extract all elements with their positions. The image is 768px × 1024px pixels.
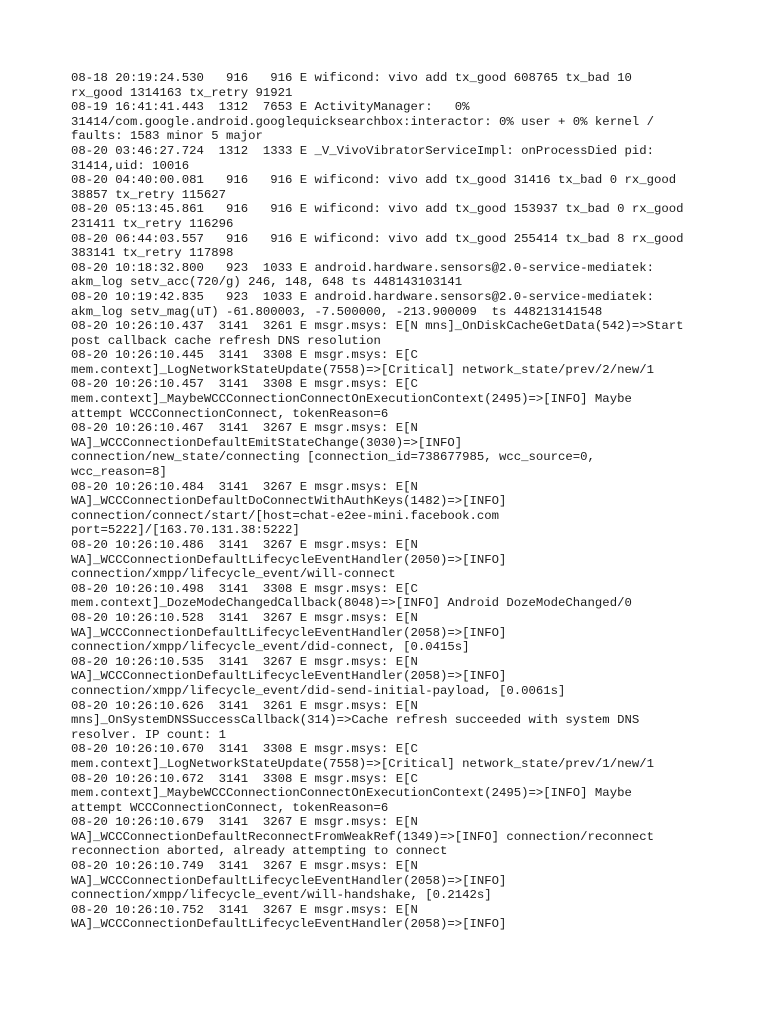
log-line: 231411 tx_retry 116296	[71, 216, 234, 231]
log-line: 08-20 10:26:10.457 3141 3308 E msgr.msys: E[C	[71, 377, 418, 392]
log-line: WA]_WCCConnectionDefaultLifecycleEventHandler(2050)=>[INFO]	[71, 552, 507, 567]
log-line: 08-20 10:26:10.535 3141 3267 E msgr.msys: E[N	[71, 654, 418, 669]
log-line: faults: 1583 minor 5 major	[71, 129, 263, 144]
log-line: 08-20 10:26:10.484 3141 3267 E msgr.msys: E[N	[71, 479, 418, 494]
log-line: 08-20 10:26:10.498 3141 3308 E msgr.msys: E[C	[71, 581, 418, 596]
log-line: 08-20 10:18:32.800 923 1033 E android.hardware.sensors@2.0-service-mediatek:	[71, 260, 654, 275]
log-line: akm_log setv_mag(uT) -61.800003, -7.500000, -213.900009 ts 448213141548	[71, 304, 603, 319]
log-line: 08-20 05:13:45.861 916 916 E wificond: vivo add tx_good 153937 tx_bad 0 rx_good	[71, 202, 684, 217]
log-line: attempt WCCConnectionConnect, tokenReason=6	[71, 406, 389, 421]
log-line: 383141 tx_retry 117898	[71, 246, 234, 261]
log-line: connection/xmpp/lifecycle_event/will-handshake, [0.2142s]	[71, 888, 492, 903]
log-line: connection/connect/start/[host=chat-e2ee-mini.facebook.com	[71, 508, 500, 523]
log-line: 08-20 10:26:10.467 3141 3267 E msgr.msys: E[N	[71, 421, 418, 436]
log-line: WA]_WCCConnectionDefaultEmitStateChange(3030)=>[INFO]	[71, 435, 463, 450]
log-line: WA]_WCCConnectionDefaultLifecycleEventHandler(2058)=>[INFO]	[71, 873, 507, 888]
log-line: 38857 tx_retry 115627	[71, 187, 226, 202]
log-line: 08-20 10:26:10.486 3141 3267 E msgr.msys: E[N	[71, 538, 418, 552]
log-line: 08-19 16:41:41.443 1312 7653 E ActivityManager: 0%	[71, 100, 470, 115]
log-line: 31414,uid: 10016	[71, 158, 190, 173]
log-line: WA]_WCCConnectionDefaultLifecycleEventHandler(2058)=>[INFO]	[71, 669, 507, 684]
log-line: 08-20 10:26:10.528 3141 3267 E msgr.msys: E[N	[71, 610, 418, 625]
log-line: 08-20 10:26:10.679 3141 3267 E msgr.msys: E[N	[71, 815, 418, 830]
log-line: connection/xmpp/lifecycle_event/will-connect	[71, 567, 396, 582]
log-line: mem.context]_DozeModeChangedCallback(8048)=>[INFO] Android DozeModeChanged/0	[71, 596, 632, 611]
log-line: reconnection aborted, already attempting to connect	[71, 844, 448, 859]
log-line: attempt WCCConnectionConnect, tokenReason=6	[71, 800, 389, 815]
log-line: WA]_WCCConnectionDefaultLifecycleEventHandler(2058)=>[INFO]	[71, 917, 507, 932]
log-line: akm_log setv_acc(720/g) 246, 148, 648 ts 448143103141	[71, 275, 463, 290]
log-line: 08-20 10:26:10.752 3141 3267 E msgr.msys: E[N	[71, 902, 418, 917]
log-line: 08-20 10:26:10.749 3141 3267 E msgr.msys: E[N	[71, 859, 418, 874]
log-line: 08-20 03:46:27.724 1312 1333 E _V_VivoVibratorServiceImpl: onProcessDied pid:	[71, 143, 654, 158]
log-line: 08-18 20:19:24.530 916 916 E wificond: vivo add tx_good 608765 tx_bad 10	[71, 71, 632, 85]
log-line: post callback cache refresh DNS resolution	[71, 333, 381, 348]
log-line: port=5222]/[163.70.131.38:5222]	[71, 523, 300, 538]
log-line: mem.context]_MaybeWCCConnectionConnectOnExecutionContext(2495)=>[INFO] Maybe	[71, 786, 632, 801]
log-line: connection/xmpp/lifecycle_event/did-send-initial-payload, [0.0061s]	[71, 683, 566, 698]
log-line: 08-20 06:44:03.557 916 916 E wificond: vivo add tx_good 255414 tx_bad 8 rx_good	[71, 231, 684, 246]
log-line: rx_good 1314163 tx_retry 91921	[71, 85, 293, 100]
log-line: WA]_WCCConnectionDefaultLifecycleEventHandler(2058)=>[INFO]	[71, 625, 507, 640]
log-line: mem.context]_MaybeWCCConnectionConnectOnExecutionContext(2495)=>[INFO] Maybe	[71, 392, 632, 407]
log-line: connection/xmpp/lifecycle_event/did-connect, [0.0415s]	[71, 640, 470, 655]
log-line: 08-20 10:19:42.835 923 1033 E android.hardware.sensors@2.0-service-mediatek:	[71, 289, 654, 304]
log-line: mem.context]_LogNetworkStateUpdate(7558)=>[Critical] network_state/prev/1/new/1	[71, 756, 654, 771]
log-line: resolver. IP count: 1	[71, 727, 226, 742]
log-line: 08-20 10:26:10.445 3141 3308 E msgr.msys: E[C	[71, 348, 418, 363]
log-line: wcc_reason=8]	[71, 465, 167, 480]
log-line: 08-20 10:26:10.670 3141 3308 E msgr.msys: E[C	[71, 742, 418, 757]
log-line: 08-20 10:26:10.672 3141 3308 E msgr.msys: E[C	[71, 771, 418, 786]
log-line: 08-20 10:26:10.437 3141 3261 E msgr.msys: E[N mns]_OnDiskCacheGetData(542)=>Start	[71, 319, 684, 334]
log-line: mns]_OnSystemDNSSuccessCallback(314)=>Cache refresh succeeded with system DNS	[71, 713, 640, 728]
log-text-block	[71, 71, 721, 932]
log-line: 31414/com.google.android.googlequicksearchbox:interactor: 0% user + 0% kernel /	[71, 114, 654, 129]
log-line: 08-20 10:26:10.626 3141 3261 E msgr.msys: E[N	[71, 698, 418, 713]
log-line: mem.context]_LogNetworkStateUpdate(7558)=>[Critical] network_state/prev/2/new/1	[71, 362, 654, 377]
log-line: connection/new_state/connecting [connection_id=738677985, wcc_source=0,	[71, 450, 595, 465]
log-line: WA]_WCCConnectionDefaultReconnectFromWeakRef(1349)=>[INFO] connection/reconnect	[71, 829, 654, 844]
log-line: 08-20 04:40:00.081 916 916 E wificond: vivo add tx_good 31416 tx_bad 0 rx_good	[71, 173, 677, 188]
log-line: WA]_WCCConnectionDefaultDoConnectWithAuthKeys(1482)=>[INFO]	[71, 494, 507, 509]
